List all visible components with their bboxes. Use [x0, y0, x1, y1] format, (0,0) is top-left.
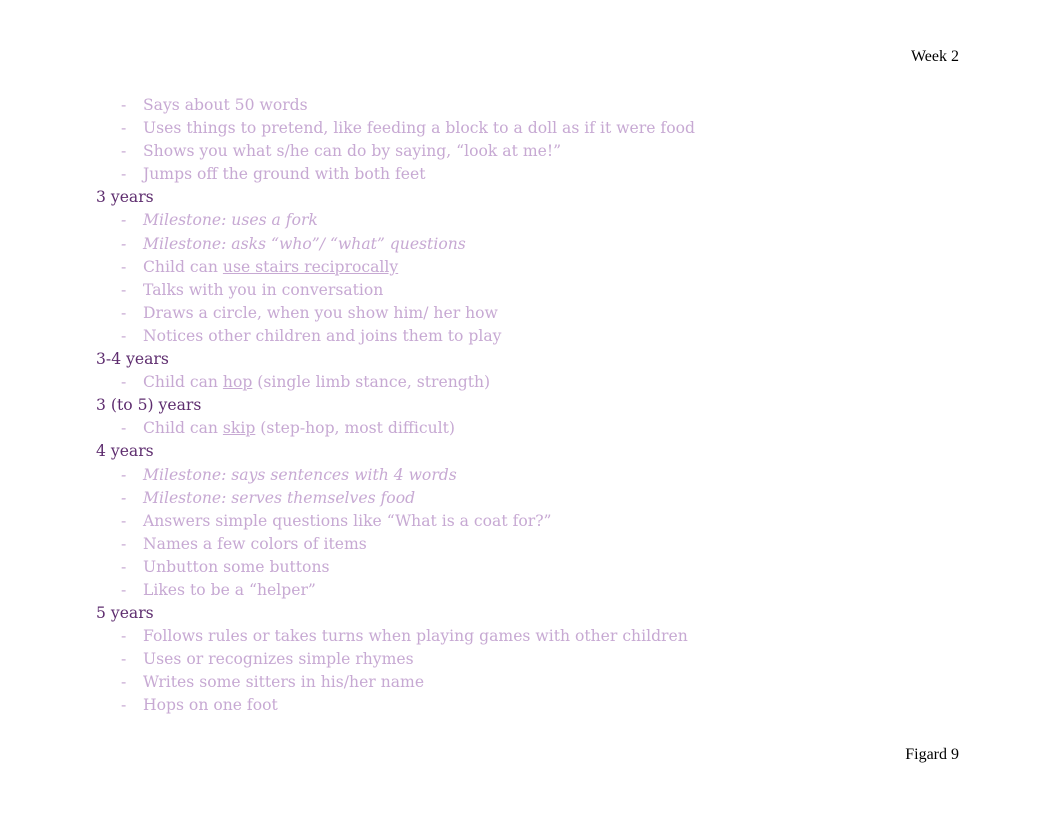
bullet-dash: -	[121, 165, 127, 184]
bullet-dash: -	[121, 488, 127, 507]
list-item	[96, 625, 976, 648]
list-item-text: Jumps off the ground with both feet	[143, 165, 426, 184]
list-item-text: Follows rules or takes turns when playing games with other children	[143, 627, 688, 646]
list-item	[96, 209, 976, 232]
bullet-dash: -	[121, 142, 127, 161]
list-item-text: Unbutton some buttons	[143, 557, 330, 576]
list-item-text: Child can	[143, 419, 223, 438]
section-heading-3-4-years: 3-4 years	[96, 350, 169, 369]
section-heading-3-years: 3 years	[96, 188, 154, 207]
section-heading-4-years: 4 years	[96, 442, 154, 461]
bullet-dash: -	[121, 511, 127, 530]
bullet-dash: -	[121, 211, 127, 230]
bullet-dash: -	[121, 257, 127, 276]
bullet-dash: -	[121, 650, 127, 669]
list-item-text: Notices other children and joins them to play	[143, 326, 502, 345]
list-item	[96, 464, 976, 487]
list-item-text: Milestone: asks “who”/ “what” questions	[143, 234, 466, 253]
bullet-dash: -	[121, 696, 127, 715]
list-item	[96, 648, 976, 671]
bullet-dash: -	[121, 119, 127, 138]
list-item-text: Likes to be a “helper”	[143, 580, 316, 599]
list-item-text: Milestone: says sentences with 4 words	[143, 465, 457, 484]
list-item	[96, 325, 976, 348]
list-item	[96, 117, 976, 140]
list-item-text: Draws a circle, when you show him/ her how	[143, 303, 498, 322]
list-item	[96, 533, 976, 556]
list-item-text: Child can	[143, 257, 223, 276]
bullet-dash: -	[121, 96, 127, 114]
list-item-text: Talks with you in conversation	[143, 280, 384, 299]
page-footer: Figard 9	[905, 746, 959, 763]
list-item-text: Answers simple questions like “What is a coat for?”	[143, 511, 552, 530]
list-item	[96, 233, 976, 256]
bullet-dash: -	[121, 534, 127, 553]
list-item-text: Names a few colors of items	[143, 534, 367, 553]
list-item-text: (step-hop, most difficult)	[255, 419, 456, 438]
list-item	[96, 579, 976, 602]
bullet-dash: -	[121, 673, 127, 692]
bullet-dash: -	[121, 580, 127, 599]
underlined-term: use stairs reciprocally	[222, 257, 399, 276]
list-item	[96, 556, 976, 579]
list-item-text: Child can	[143, 373, 223, 392]
list-item-text: Uses things to pretend, like feeding a block to a doll as if it were food	[143, 119, 695, 138]
list-item-text: Milestone: uses a fork	[143, 211, 318, 230]
list-item	[96, 417, 976, 440]
list-item	[96, 302, 976, 325]
underlined-term: skip	[222, 419, 256, 438]
list-item	[96, 671, 976, 694]
list-item	[96, 694, 976, 717]
list-item	[96, 487, 976, 510]
list-item	[96, 256, 976, 279]
list-item-text: Says about 50 words	[143, 96, 308, 114]
bullet-dash: -	[121, 557, 127, 576]
list-item-text: Milestone: serves themselves food	[143, 488, 416, 507]
bullet-dash: -	[121, 373, 127, 392]
list-item	[96, 94, 976, 117]
list-item	[96, 371, 976, 394]
list-item	[96, 163, 976, 186]
list-item-text: Hops on one foot	[143, 696, 278, 715]
bullet-dash: -	[121, 234, 127, 253]
underlined-term: hop	[222, 373, 253, 392]
bullet-dash: -	[121, 280, 127, 299]
bullet-dash: -	[121, 326, 127, 345]
bullet-dash: -	[121, 419, 127, 438]
bullet-dash: -	[121, 303, 127, 322]
list-item	[96, 279, 976, 302]
list-item-text: Writes some sitters in his/her name	[143, 673, 425, 692]
list-item	[96, 140, 976, 163]
bullet-dash: -	[121, 465, 127, 484]
milestones-list	[96, 94, 976, 718]
section-heading-3-to-5-years: 3 (to 5) years	[96, 396, 202, 415]
list-item-text: Shows you what s/he can do by saying, “look at me!”	[143, 142, 562, 161]
list-item-text: (single limb stance, strength)	[252, 373, 491, 392]
bullet-dash: -	[121, 627, 127, 646]
list-item-text: Uses or recognizes simple rhymes	[143, 650, 414, 669]
page-header: Week 2	[910, 48, 959, 65]
section-heading-5-years: 5 years	[96, 604, 154, 623]
list-item	[96, 510, 976, 533]
